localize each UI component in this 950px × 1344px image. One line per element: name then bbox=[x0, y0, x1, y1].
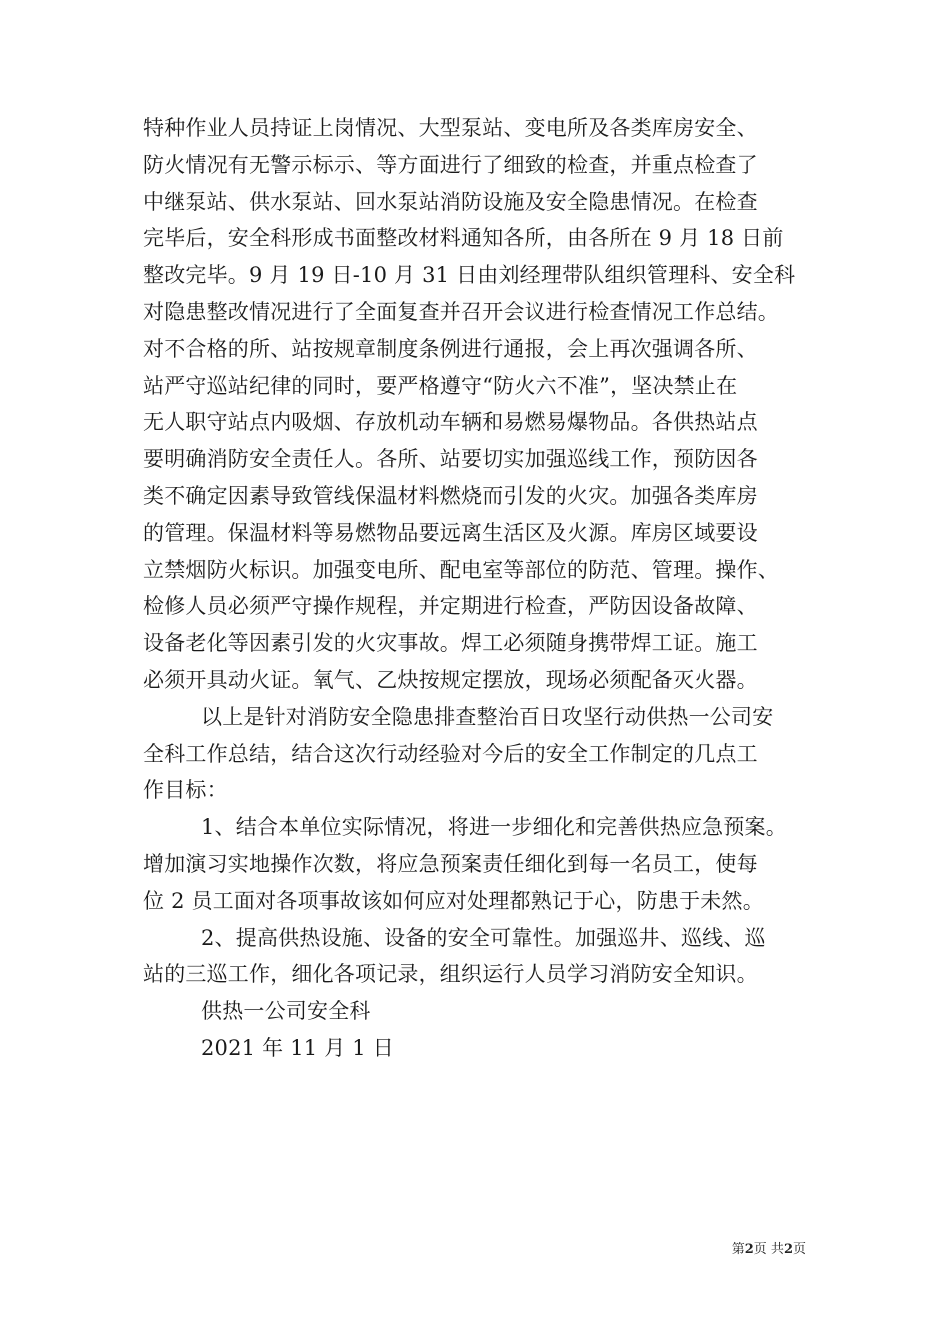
summary-paragraph-start: 以上是针对消防安全隐患排查整治百日攻坚行动供热一公司安 bbox=[201, 704, 774, 729]
body-line: 的管理。保温材料等易燃物品要远离生活区及火源。库房区域要设 bbox=[143, 520, 758, 545]
body-line: 全科工作总结，结合这次行动经验对今后的安全工作制定的几点工 bbox=[143, 741, 758, 766]
body-line: 必须开具动火证。氧气、乙炔按规定摆放，现场必须配备灭火器。 bbox=[143, 667, 758, 692]
body-line: 对不合格的所、站按规章制度条例进行通报，会上再次强调各所、 bbox=[143, 336, 758, 361]
body-line: 站严守巡站纪律的同时，要严格遵守“防火六不准”，坚决禁止在 bbox=[143, 373, 738, 398]
signature-date: 2021 年 11 月 1 日 bbox=[201, 1035, 394, 1060]
document-body bbox=[143, 110, 823, 1067]
footer-total-pages: 2 bbox=[783, 1242, 793, 1257]
footer-middle: 页 共 bbox=[753, 1242, 784, 1257]
body-line: 完毕后，安全科形成书面整改材料通知各所，由各所在 9 月 18 日前 bbox=[143, 226, 784, 251]
body-line: 要明确消防安全责任人。各所、站要切实加强巡线工作，预防因各 bbox=[143, 447, 758, 472]
footer-current-page: 2 bbox=[744, 1242, 754, 1257]
goal-item-1: 1、结合本单位实际情况，将进一步细化和完善供热应急预案。 bbox=[201, 815, 787, 840]
footer-prefix: 第 bbox=[731, 1242, 745, 1257]
footer-suffix: 页 bbox=[792, 1242, 806, 1257]
body-line: 站的三巡工作，细化各项记录，组织运行人员学习消防安全知识。 bbox=[143, 962, 758, 987]
body-line: 作目标： bbox=[143, 778, 228, 803]
body-line: 对隐患整改情况进行了全面复查并召开会议进行检查情况工作总结。 bbox=[143, 299, 779, 324]
body-line: 无人职守站点内吸烟、存放机动车辆和易燃易爆物品。各供热站点 bbox=[143, 410, 758, 435]
body-line: 特种作业人员持证上岗情况、大型泵站、变电所及各类库房安全、 bbox=[143, 116, 758, 140]
page-number-footer bbox=[0, 1238, 806, 1257]
body-line: 增加演习实地操作次数，将应急预案责任细化到每一名员工，使每 bbox=[143, 851, 758, 876]
body-line: 整改完毕。9 月 19 日-10 月 31 日由刘经理带队组织管理科、安全科 bbox=[143, 263, 796, 288]
body-line: 立禁烟防火标识。加强变电所、配电室等部位的防范、管理。操作、 bbox=[143, 557, 779, 582]
goal-item-2: 2、提高供热设施、设备的安全可靠性。加强巡井、巡线、巡 bbox=[201, 925, 766, 950]
body-line: 检修人员必须严守操作规程，并定期进行检查，严防因设备故障、 bbox=[143, 594, 758, 619]
signature-department: 供热一公司安全科 bbox=[201, 999, 371, 1024]
body-line: 设备老化等因素引发的火灾事故。焊工必须随身携带焊工证。施工 bbox=[143, 631, 758, 656]
body-line: 防火情况有无警示标示、等方面进行了细致的检查，并重点检查了 bbox=[143, 152, 758, 177]
body-line: 位 2 员工面对各项事故该如何应对处理都熟记于心，防患于未然。 bbox=[143, 888, 764, 913]
body-line: 类不确定因素导致管线保温材料燃烧而引发的火灾。加强各类库房 bbox=[143, 483, 758, 508]
body-line: 中继泵站、供水泵站、回水泵站消防设施及安全隐患情况。在检查 bbox=[143, 189, 758, 214]
